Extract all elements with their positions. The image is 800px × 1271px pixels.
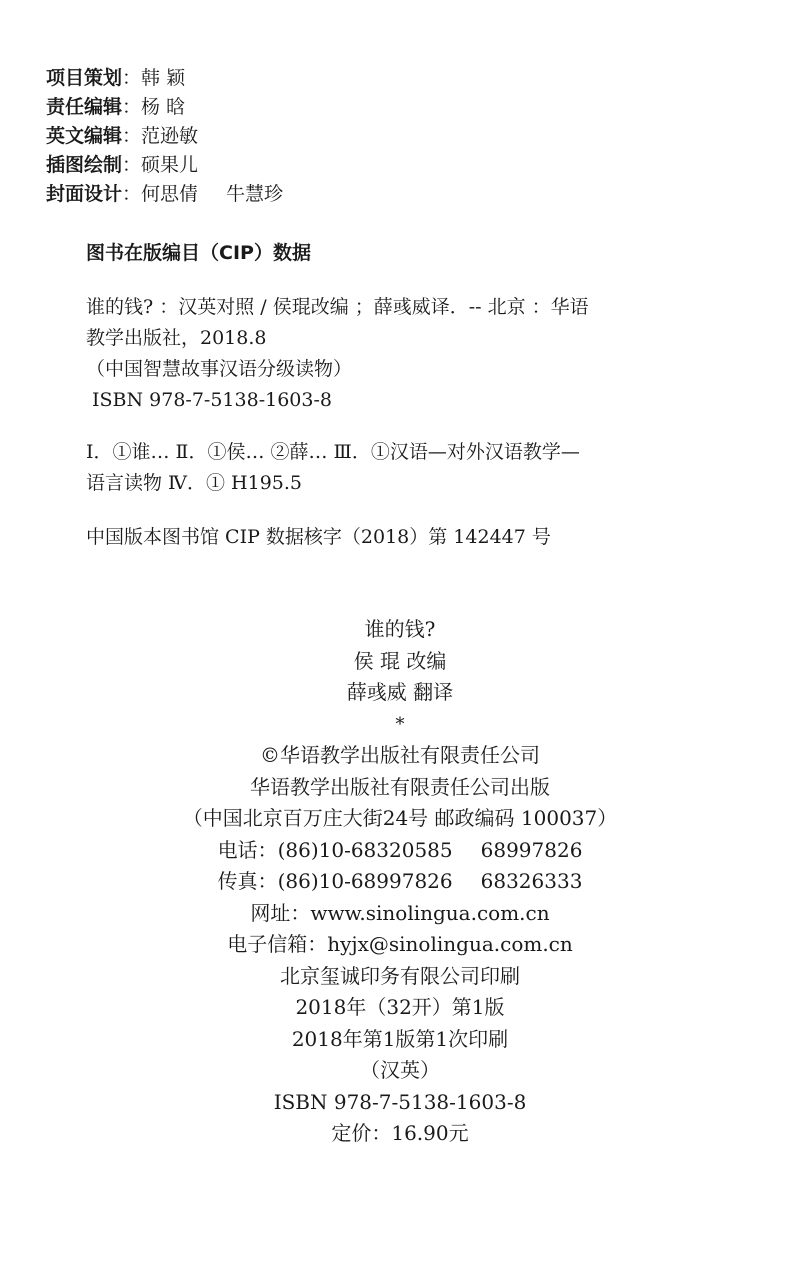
- credit-role: 封面设计: [46, 183, 123, 205]
- fax-line: [0, 866, 800, 898]
- isbn: ISBN 978-7-5138-1603-8: [273, 1089, 527, 1114]
- printing: 2018年第1版第1次印刷: [291, 1026, 509, 1051]
- book-title: 谁的钱?: [364, 617, 436, 641]
- fax-number: 68326333: [480, 869, 583, 893]
- phone-line: [0, 835, 800, 867]
- credit-role: 英文编辑: [46, 125, 123, 147]
- phone-number: (86)10-68320585: [277, 837, 453, 862]
- credit-row-responsible-editor: [46, 93, 283, 122]
- cip-classification: [86, 437, 580, 499]
- cip-record: [86, 292, 589, 416]
- credit-name: 牛慧珍: [226, 183, 284, 205]
- credit-separator: ：: [122, 183, 142, 205]
- credit-separator: ：: [122, 125, 142, 147]
- cip-classification-line: 语言读物 Ⅳ．① H195.5: [86, 472, 303, 494]
- website: 网址：www.sinolingua.com.cn: [250, 900, 550, 925]
- credit-name: 何思倩: [141, 183, 199, 205]
- copyright-notice: ©华语教学出版社有限责任公司: [260, 743, 540, 767]
- credit-name: 杨 晗: [141, 96, 186, 118]
- fax-number: (86)10-68997826: [277, 869, 453, 893]
- adapter-credit: 侯 琨 改编: [353, 648, 447, 673]
- price: 定价：16.90元: [331, 1121, 469, 1145]
- credit-role: 项目策划: [46, 67, 123, 89]
- credit-name: 韩 颖: [141, 67, 186, 89]
- credit-name: 硕果儿: [141, 154, 199, 176]
- cip-line: 教学出版社，2018.8: [86, 327, 267, 349]
- credit-row-project-planning: [46, 64, 283, 93]
- phone-number: 68997826: [480, 837, 583, 862]
- cip-heading: 图书在版编目（CIP）数据: [86, 242, 311, 264]
- publisher-address: （中国北京百万庄大街24号 邮政编码 100037）: [182, 806, 618, 830]
- edition: 2018年（32开）第1版: [295, 995, 505, 1019]
- cip-line: ISBN 978-7-5138-1603-8: [92, 389, 332, 411]
- colophon: [0, 614, 800, 1150]
- cip-line: 谁的钱? ：汉英对照 / 侯琨改编 ；薛彧威译．-- 北京 ：华语: [86, 296, 589, 318]
- cip-classification-line: Ⅰ．①谁… Ⅱ．①侯… ②薛… Ⅲ．①汉语—对外汉语教学—: [86, 441, 580, 463]
- credits-block: [46, 64, 283, 209]
- email: 电子信箱：hyjx@sinolingua.com.cn: [227, 932, 573, 956]
- section-divider: *: [395, 713, 405, 735]
- credit-name: 范逊敏: [141, 125, 199, 147]
- credit-role: 插图绘制: [46, 154, 123, 176]
- cip-verification-number: 中国版本图书馆 CIP 数据核字（2018）第 142447 号: [86, 526, 551, 548]
- credit-role: 责任编辑: [46, 96, 123, 118]
- fax-label: 传真：: [217, 869, 278, 893]
- translator-credit: 薛彧威 翻译: [346, 680, 454, 704]
- credit-separator: ：: [122, 67, 142, 89]
- credit-separator: ：: [122, 154, 142, 176]
- credit-row-cover-design: [46, 180, 283, 209]
- cip-line: （中国智慧故事汉语分级读物）: [86, 358, 353, 380]
- credit-separator: ：: [122, 96, 142, 118]
- publisher: 华语教学出版社有限责任公司出版: [250, 774, 550, 799]
- credit-row-english-editor: [46, 122, 283, 151]
- phone-label: 电话：: [217, 837, 278, 862]
- printer: 北京玺诚印务有限公司印刷: [280, 963, 520, 988]
- language-note: （汉英）: [360, 1058, 440, 1082]
- credit-row-illustrator: [46, 151, 283, 180]
